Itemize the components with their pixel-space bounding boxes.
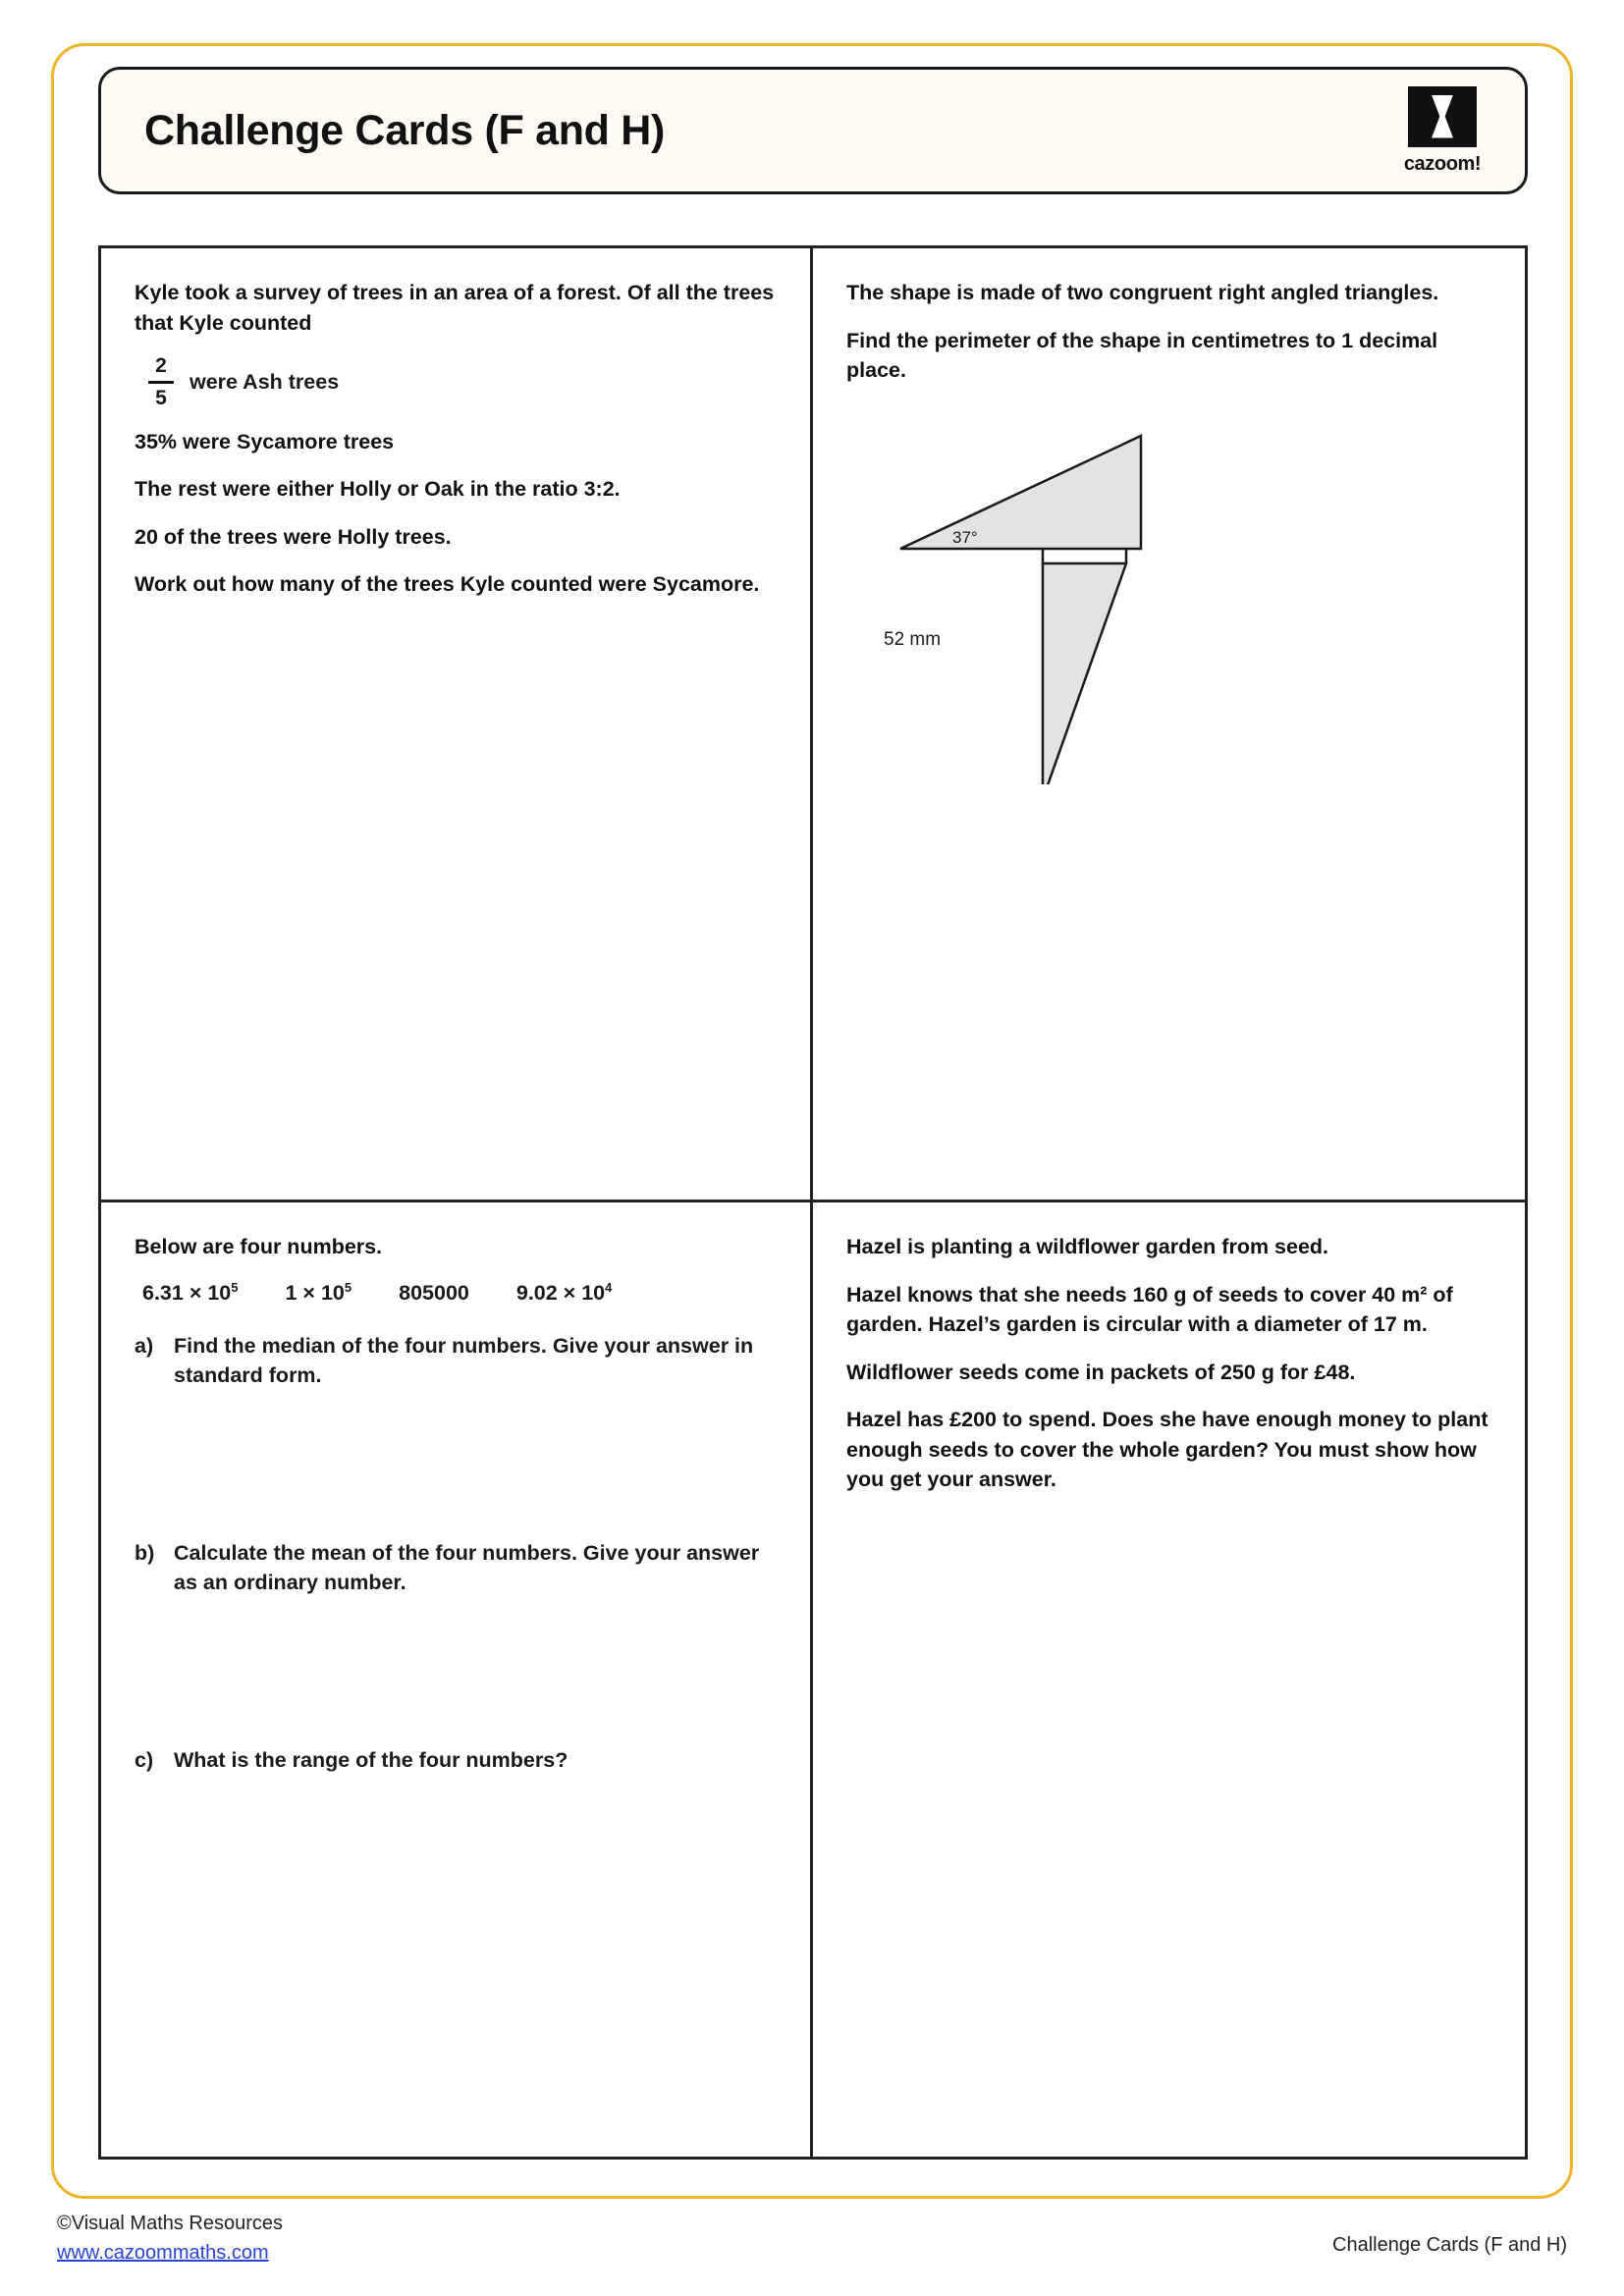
shape-diagram — [846, 411, 1396, 784]
answer-space-b — [135, 1598, 777, 1745]
card-trees-fraction-line — [135, 355, 777, 409]
card-garden-line-3: Wildflower seeds come in packets of 250 g for £48. — [846, 1360, 1356, 1384]
footer-right-label: Challenge Cards (F and H) — [1332, 2234, 1567, 2256]
title-bar — [98, 67, 1528, 194]
card-trees-line-2: 35% were Sycamore trees — [135, 429, 395, 454]
length-label: 52 mm — [884, 628, 942, 650]
card-garden-question: Hazel has £200 to spend. Does she have enough money to plant enough seeds to cover the whole garden? You must show how you get your answer. — [846, 1408, 1489, 1492]
footer-left — [57, 2209, 283, 2268]
card-numbers — [101, 1202, 813, 2157]
logo-wordmark: cazoom! — [1403, 152, 1482, 175]
website-link[interactable]: www.cazoommaths.com — [57, 2242, 269, 2264]
card-trees-line-4: 20 of the trees were Holly trees. — [135, 524, 452, 549]
card-shape-line-1: The shape is made of two congruent right angled triangles. — [846, 281, 1439, 304]
card-trees — [101, 248, 813, 1202]
question-c-label: c) — [135, 1747, 154, 1772]
card-shape-line-2: Find the perimeter of the shape in centimetres to 1 decimal place. — [846, 328, 1438, 383]
number-item-1: $6.31 \times 10^5$ — [142, 1279, 239, 1305]
card-numbers-questions — [135, 1331, 777, 1776]
cazoom-logo — [1383, 86, 1501, 176]
challenge-cards-grid — [98, 245, 1528, 2160]
question-c-text: What is the range of the four numbers? — [174, 1747, 568, 1772]
shape-diagram-svg — [846, 411, 1396, 784]
question-a — [135, 1331, 777, 1391]
number-item-2: $1 \times 10^5$ — [285, 1279, 352, 1305]
card-trees-intro: Kyle took a survey of trees in an area of a forest. Of all the trees that Kyle counted — [135, 281, 775, 335]
answer-space-a — [135, 1391, 777, 1538]
card-garden-line-2: Hazel knows that she needs 160 g of seeds to cover 40 m² of garden. Hazel’s garden is circular with a diameter of 17 m. — [846, 1282, 1453, 1337]
card-garden-line-1: Hazel is planting a wildflower garden from seed. — [846, 1235, 1329, 1258]
numbers-list — [142, 1280, 777, 1306]
fraction-numerator: 2 — [155, 354, 167, 378]
card-trees-question: Work out how many of the trees Kyle counted were Sycamore. — [135, 572, 760, 597]
fraction-bar — [148, 381, 174, 384]
question-a-label: a) — [135, 1333, 154, 1358]
number-item-3: 805000 — [399, 1280, 469, 1305]
angle-label: 37° — [952, 527, 978, 547]
fraction-two-fifths — [148, 355, 174, 409]
copyright-text: ©Visual Maths Resources — [57, 2213, 284, 2234]
page-title: Challenge Cards (F and H) — [144, 106, 666, 154]
hourglass-icon — [1408, 86, 1477, 147]
card-shape — [813, 248, 1525, 1202]
question-c — [135, 1745, 777, 1776]
question-a-text: Find the median of the four numbers. Give your answer in standard form. — [174, 1333, 754, 1388]
question-b-label: b) — [135, 1540, 155, 1565]
question-b — [135, 1538, 777, 1598]
fraction-denominator: 5 — [155, 386, 167, 409]
fraction-caption: were Ash trees — [189, 369, 340, 394]
card-garden — [813, 1202, 1525, 2157]
card-trees-line-3: The rest were either Holly or Oak in the ratio 3:2. — [135, 477, 621, 502]
question-b-text: Calculate the mean of the four numbers. Give your answer as an ordinary number. — [174, 1540, 760, 1595]
number-item-4: $9.02 \times 10^4$ — [515, 1279, 613, 1305]
card-numbers-intro: Below are four numbers. — [135, 1235, 383, 1258]
